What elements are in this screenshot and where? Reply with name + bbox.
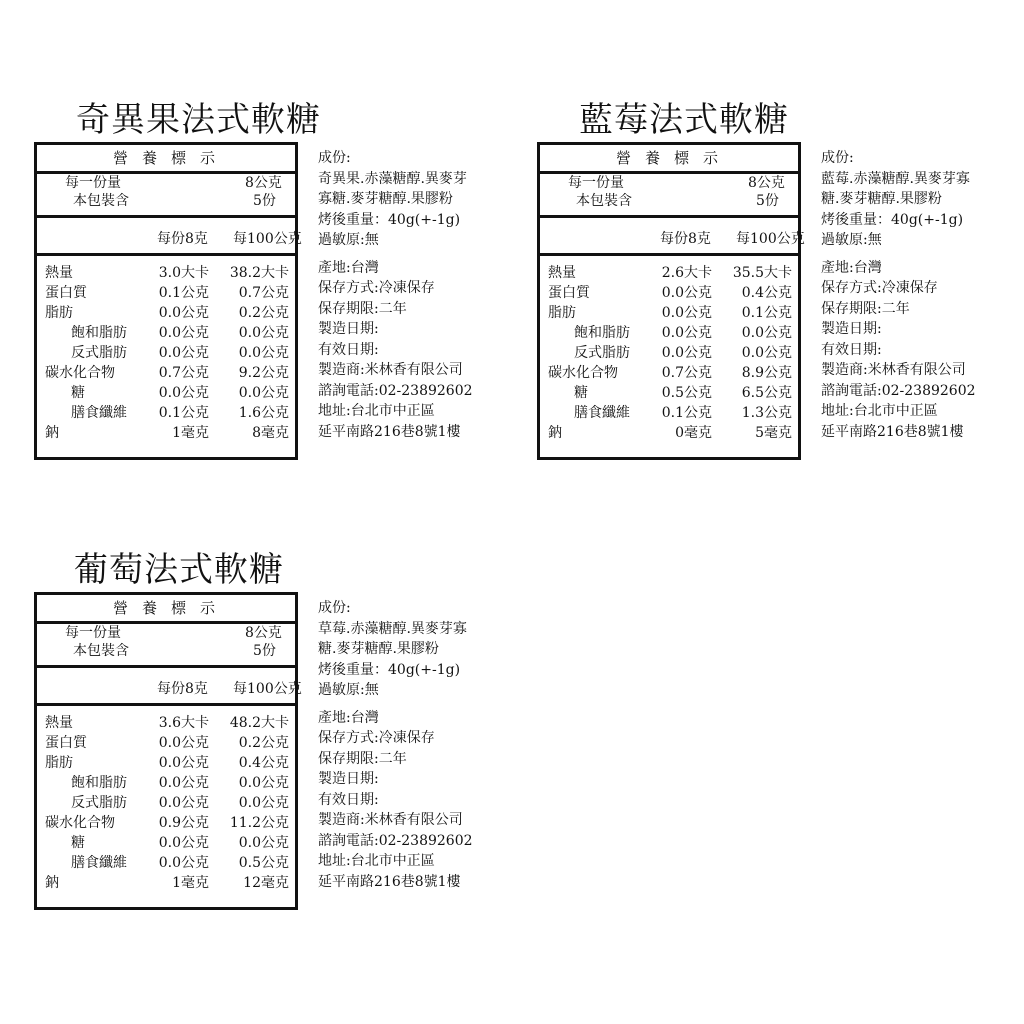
row-name: 熱量 bbox=[45, 715, 73, 731]
row-name: 糖 bbox=[71, 835, 85, 851]
product-title: 奇異果法式軟糖 bbox=[76, 100, 321, 140]
row-value-serving: 0.7公克 bbox=[158, 365, 209, 381]
info-line: 糖.麥芽糖醇.果膠粉 bbox=[821, 191, 942, 207]
row-value-serving: 0.1公克 bbox=[158, 285, 209, 301]
info-line: 製造日期: bbox=[318, 771, 379, 787]
row-value-100: 6.5公克 bbox=[741, 385, 792, 401]
row-value-serving: 0.0公克 bbox=[158, 835, 209, 851]
nutrition-table bbox=[34, 142, 302, 460]
row-value-serving: 0.9公克 bbox=[158, 815, 209, 831]
row-value-serving: 0.0公克 bbox=[158, 345, 209, 361]
info-line: 過敏原:無 bbox=[821, 232, 882, 248]
row-name: 膳食纖維 bbox=[71, 405, 127, 421]
row-value-serving: 0.0公克 bbox=[158, 305, 209, 321]
row-name: 反式脂肪 bbox=[71, 345, 127, 361]
product-info bbox=[821, 148, 1021, 442]
row-value-100: 5毫克 bbox=[755, 425, 792, 441]
row-value-100: 0.7公克 bbox=[238, 285, 289, 301]
info-line: 延平南路216巷8號1樓 bbox=[821, 423, 964, 440]
info-line: 有效日期: bbox=[318, 791, 379, 808]
row-value-100: 0.0公克 bbox=[238, 385, 289, 401]
col-per-serving: 每份8克 bbox=[660, 231, 711, 247]
row-name: 蛋白質 bbox=[548, 285, 590, 301]
row-name: 碳水化合物 bbox=[45, 365, 115, 381]
row-name: 脂肪 bbox=[45, 305, 73, 321]
package-value: 5份 bbox=[756, 193, 779, 209]
row-value-serving: 0.0公克 bbox=[158, 775, 209, 791]
row-value-serving: 0.0公克 bbox=[661, 285, 712, 301]
info-line: 寡糖.麥芽糖醇.果膠粉 bbox=[318, 191, 453, 207]
row-value-100: 1.6公克 bbox=[238, 405, 289, 421]
info-line: 保存期限:二年 bbox=[318, 300, 407, 317]
row-value-serving: 2.6大卡 bbox=[661, 265, 712, 281]
row-name: 熱量 bbox=[45, 265, 73, 281]
row-value-100: 11.2公克 bbox=[229, 815, 289, 831]
row-value-100: 0.0公克 bbox=[238, 775, 289, 791]
info-line: 成份: bbox=[318, 150, 351, 166]
row-value-100: 38.2大卡 bbox=[229, 265, 289, 281]
row-value-100: 48.2大卡 bbox=[229, 715, 289, 731]
product-info bbox=[318, 598, 518, 892]
info-line: 過敏原:無 bbox=[318, 232, 379, 248]
row-value-100: 8.9公克 bbox=[741, 365, 792, 381]
info-line: 製造商:米林香有限公司 bbox=[318, 362, 463, 378]
row-name: 反式脂肪 bbox=[71, 795, 127, 811]
serving-value: 8公克 bbox=[245, 175, 282, 191]
row-name: 鈉 bbox=[45, 425, 59, 441]
info-line: 地址:台北市中正區 bbox=[821, 403, 938, 419]
info-line: 過敏原:無 bbox=[318, 682, 379, 698]
info-line: 產地:台灣 bbox=[318, 709, 379, 726]
row-name: 蛋白質 bbox=[45, 285, 87, 301]
row-name: 膳食纖維 bbox=[71, 855, 127, 871]
label-card-grape bbox=[34, 548, 514, 928]
row-value-serving: 0.0公克 bbox=[661, 325, 712, 341]
info-line: 地址:台北市中正區 bbox=[318, 853, 435, 869]
row-name: 碳水化合物 bbox=[45, 815, 115, 831]
col-per-100: 每100公克 bbox=[233, 681, 302, 697]
row-value-serving: 0.0公克 bbox=[158, 855, 209, 871]
table-header: 營養標示 bbox=[113, 599, 230, 617]
row-value-100: 12毫克 bbox=[243, 875, 289, 891]
info-line: 奇異果.赤藻糖醇.異麥芽 bbox=[318, 170, 467, 187]
row-value-serving: 0.0公克 bbox=[158, 755, 209, 771]
info-line: 諮詢電話:02-23892602 bbox=[318, 382, 473, 399]
row-value-100: 0.5公克 bbox=[238, 855, 289, 871]
row-name: 糖 bbox=[574, 385, 588, 401]
row-value-serving: 0.0公克 bbox=[158, 735, 209, 751]
col-per-serving: 每份8克 bbox=[157, 231, 208, 247]
info-line: 成份: bbox=[821, 150, 854, 166]
row-value-100: 0.0公克 bbox=[238, 325, 289, 341]
serving-label: 每一份量 bbox=[65, 625, 121, 641]
row-value-100: 8毫克 bbox=[252, 425, 289, 441]
row-value-100: 0.0公克 bbox=[741, 345, 792, 361]
row-value-100: 0.4公克 bbox=[741, 285, 792, 301]
nutrition-table bbox=[34, 592, 302, 910]
row-name: 鈉 bbox=[548, 425, 562, 441]
row-name: 碳水化合物 bbox=[548, 365, 618, 381]
serving-label: 每一份量 bbox=[65, 175, 121, 191]
info-line: 保存方式:冷凍保存 bbox=[318, 730, 435, 746]
row-name: 反式脂肪 bbox=[574, 345, 630, 361]
table-header: 營養標示 bbox=[113, 149, 230, 167]
row-value-serving: 0.1公克 bbox=[661, 405, 712, 421]
table-header: 營養標示 bbox=[616, 149, 733, 167]
info-line: 草莓.赤藻糖醇.異麥芽寡 bbox=[318, 620, 467, 637]
col-per-serving: 每份8克 bbox=[157, 681, 208, 697]
info-line: 糖.麥芽糖醇.果膠粉 bbox=[318, 641, 439, 657]
row-value-100: 0.0公克 bbox=[741, 325, 792, 341]
info-line: 保存期限:二年 bbox=[821, 300, 910, 317]
package-value: 5份 bbox=[253, 643, 276, 659]
info-line: 製造日期: bbox=[318, 321, 379, 337]
info-line: 成份: bbox=[318, 600, 351, 616]
row-name: 飽和脂肪 bbox=[574, 325, 630, 341]
info-line: 諮詢電話:02-23892602 bbox=[821, 382, 976, 399]
col-per-100: 每100公克 bbox=[233, 231, 302, 247]
info-line: 延平南路216巷8號1樓 bbox=[318, 423, 461, 440]
package-label: 本包裝含 bbox=[576, 193, 632, 209]
row-value-100: 0.0公克 bbox=[238, 795, 289, 811]
info-line: 地址:台北市中正區 bbox=[318, 403, 435, 419]
info-line: 延平南路216巷8號1樓 bbox=[318, 873, 461, 890]
row-name: 熱量 bbox=[548, 265, 576, 281]
row-value-serving: 3.6大卡 bbox=[158, 715, 209, 731]
serving-label: 每一份量 bbox=[568, 175, 624, 191]
row-name: 蛋白質 bbox=[45, 735, 87, 751]
info-line: 保存方式:冷凍保存 bbox=[318, 280, 435, 296]
label-card-kiwi bbox=[34, 98, 514, 478]
row-value-100: 0.0公克 bbox=[238, 345, 289, 361]
row-value-serving: 1毫克 bbox=[172, 425, 209, 441]
info-line: 烤後重量：40g(+-1g) bbox=[318, 211, 461, 228]
product-title: 藍莓法式軟糖 bbox=[579, 100, 789, 140]
row-value-100: 9.2公克 bbox=[238, 365, 289, 381]
row-value-serving: 0.0公克 bbox=[158, 325, 209, 341]
info-line: 有效日期: bbox=[821, 341, 882, 358]
row-name: 脂肪 bbox=[548, 305, 576, 321]
row-name: 膳食纖維 bbox=[574, 405, 630, 421]
row-value-serving: 0.5公克 bbox=[661, 385, 712, 401]
info-line: 製造日期: bbox=[821, 321, 882, 337]
col-per-100: 每100公克 bbox=[736, 231, 805, 247]
info-line: 產地:台灣 bbox=[318, 259, 379, 276]
info-line: 保存期限:二年 bbox=[318, 750, 407, 767]
row-value-100: 0.4公克 bbox=[238, 755, 289, 771]
row-name: 飽和脂肪 bbox=[71, 325, 127, 341]
package-value: 5份 bbox=[253, 193, 276, 209]
row-value-serving: 0.0公克 bbox=[158, 385, 209, 401]
info-line: 有效日期: bbox=[318, 341, 379, 358]
row-value-100: 0.1公克 bbox=[741, 305, 792, 321]
row-value-serving: 0.0公克 bbox=[158, 795, 209, 811]
row-value-serving: 0.1公克 bbox=[158, 405, 209, 421]
info-line: 藍莓.赤藻糖醇.異麥芽寡 bbox=[821, 170, 970, 187]
product-info bbox=[318, 148, 518, 442]
row-value-100: 0.2公克 bbox=[238, 305, 289, 321]
serving-value: 8公克 bbox=[245, 625, 282, 641]
row-value-serving: 0.7公克 bbox=[661, 365, 712, 381]
nutrition-table bbox=[537, 142, 805, 460]
info-line: 烤後重量：40g(+-1g) bbox=[821, 211, 964, 228]
info-line: 烤後重量：40g(+-1g) bbox=[318, 661, 461, 678]
row-name: 飽和脂肪 bbox=[71, 775, 127, 791]
info-line: 產地:台灣 bbox=[821, 259, 882, 276]
row-value-serving: 3.0大卡 bbox=[158, 265, 209, 281]
package-label: 本包裝含 bbox=[73, 193, 129, 209]
serving-value: 8公克 bbox=[748, 175, 785, 191]
product-title: 葡萄法式軟糖 bbox=[74, 550, 284, 590]
info-line: 製造商:米林香有限公司 bbox=[821, 362, 966, 378]
row-value-100: 1.3公克 bbox=[741, 405, 792, 421]
row-value-serving: 0.0公克 bbox=[661, 345, 712, 361]
info-line: 諮詢電話:02-23892602 bbox=[318, 832, 473, 849]
package-label: 本包裝含 bbox=[73, 643, 129, 659]
info-line: 製造商:米林香有限公司 bbox=[318, 812, 463, 828]
label-card-blueberry bbox=[537, 98, 1017, 478]
row-name: 糖 bbox=[71, 385, 85, 401]
row-value-100: 0.2公克 bbox=[238, 735, 289, 751]
info-line: 保存方式:冷凍保存 bbox=[821, 280, 938, 296]
row-value-serving: 1毫克 bbox=[172, 875, 209, 891]
row-value-serving: 0.0公克 bbox=[661, 305, 712, 321]
row-name: 脂肪 bbox=[45, 755, 73, 771]
row-name: 鈉 bbox=[45, 875, 59, 891]
row-value-serving: 0毫克 bbox=[675, 425, 712, 441]
row-value-100: 35.5大卡 bbox=[732, 265, 792, 281]
row-value-100: 0.0公克 bbox=[238, 835, 289, 851]
